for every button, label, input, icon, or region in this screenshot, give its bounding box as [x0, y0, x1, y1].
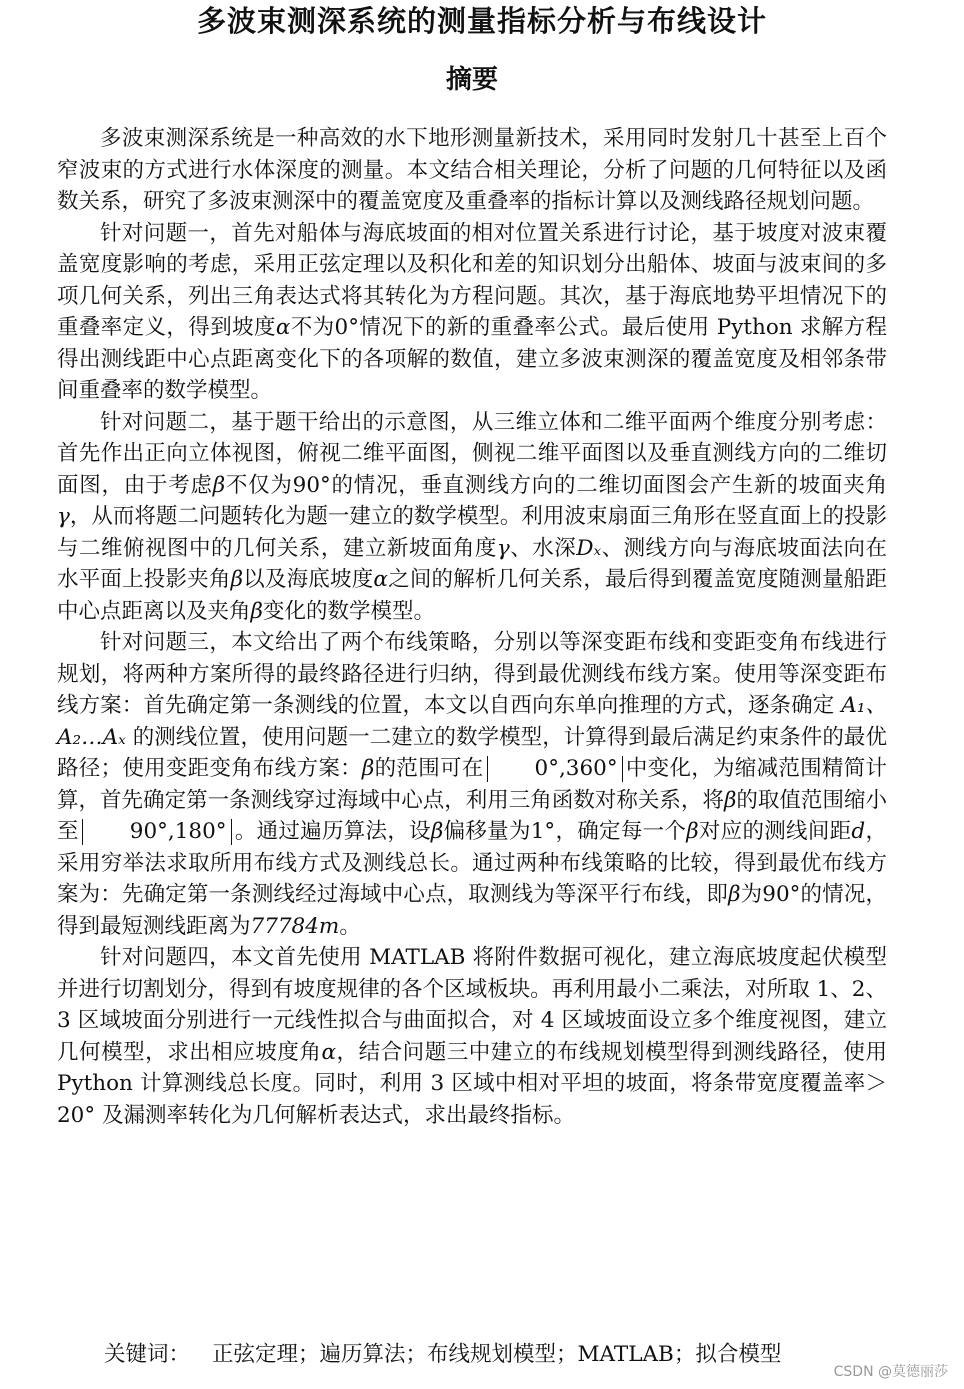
range-bracket-2: 90°,180°: [82, 819, 232, 845]
range-bracket-1: 0°,360°: [487, 756, 623, 782]
abstract-paragraph-1: 多波束测深系统是一种高效的水下地形测量新技术，采用同时发射几十甚至上百个窄波束的方式进行水体深度的测量。本文结合相关理论，分析了问题的几何特征以及函数关系，研究了多波束测深中的覆盖宽度及重叠率的指标计算以及测线路径规划问题。: [57, 126, 887, 214]
abstract-body: [57, 123, 887, 1131]
abstract-paragraph-4: 针对问题三，本文给出了两个布线策略，分别以等深变距布线和变距变角布线进行规划，将两种方案所得的最终路径进行归纳，得到最优测线布线方案。使用等深变距布线方案：首先确定第一条测线的位置，本文以自西向东单向推理的方式，逐条确定 A₁、A₂…Aₓ 的测线位置，使用问题一二建立的数学模型，计算得到最后满足约束条件的最优路径；使用变距变角布线方案：β的范围可在 0°,360° 中变化，为缩减范围精简计算，首先确定第一条测线穿过海域中心点，利用三角函数对称关系，将β的取值范围缩小至 90°,180° 。通过遍历算法，设β偏移量为1°，确定每一个β对应的测线间距d，采用穷举法求取所用布线方式及测线总长。通过两种布线策略的比较，得到最优布线方案为：先确定第一条测线经过海域中心点，取测线为等深平行布线，即β为90°的情况，得到最短测线距离为77784m。: [57, 630, 887, 939]
abstract-heading: 摘要: [445, 65, 498, 95]
keywords-list: 正弦定理；遍历算法；布线规划模型；MATLAB；拟合模型: [212, 1342, 782, 1367]
abstract-paragraph-3: 针对问题二，基于题干给出的示意图，从三维立体和二维平面两个维度分别考虑：首先作出正向立体视图，俯视二维平面图，侧视二维平面图以及垂直测线方向的二维切面图，由于考虑β不仅为90°的情况，垂直测线方向的二维切面图会产生新的坡面夹角γ，从而将题二问题转化为题一建立的数学模型。利用波束扇面三角形在竖直面上的投影与二维俯视图中的几何关系，建立新坡面角度γ、水深Dₓ、测线方向与海底坡面法向在水平面上投影夹角β以及海底坡度α之间的解析几何关系，最后得到覆盖宽度随测量船距中心点距离以及夹角β变化的数学模型。: [57, 409, 887, 624]
keywords-label: 关键词：: [104, 1342, 191, 1367]
csdn-watermark: CSDN @莫德丽莎: [833, 1364, 948, 1380]
abstract-paragraph-5: 针对问题四，本文首先使用 MATLAB 将附件数据可视化，建立海底坡度起伏模型并进行切割划分，得到有坡度规律的各个区域板块。再利用最小二乘法，对所取 1、2、3 区域坡面分别进行一元线性拟合与曲面拟合，对 4 区域坡面设立多个维度视图，建立几何模型，求出相应坡度角α，结合问题三中建立的布线规划模型得到测线路径，使用 Python 计算测线总长度。同时，利用 3 区域中相对平坦的坡面，将条带宽度覆盖率＞20° 及漏测率转化为几何解析表达式，求出最终指标。: [57, 945, 887, 1128]
keywords-line: [104, 1340, 781, 1370]
paper-title: 多波束测深系统的测量指标分析与布线设计: [196, 4, 767, 38]
abstract-paragraph-2: 针对问题一，首先对船体与海底坡面的相对位置关系进行讨论，基于坡度对波束覆盖宽度影响的考虑，采用正弦定理以及积化和差的知识划分出船体、坡面与波束间的多项几何关系，列出三角表达式将其转化为方程问题。其次，基于海底地势平坦情况下的重叠率定义，得到坡度α不为0°情况下的新的重叠率公式。最后使用 Python 求解方程得出测线距中心点距离变化下的各项解的数值，建立多波束测深的覆盖宽度及相邻条带间重叠率的数学模型。: [57, 220, 887, 403]
